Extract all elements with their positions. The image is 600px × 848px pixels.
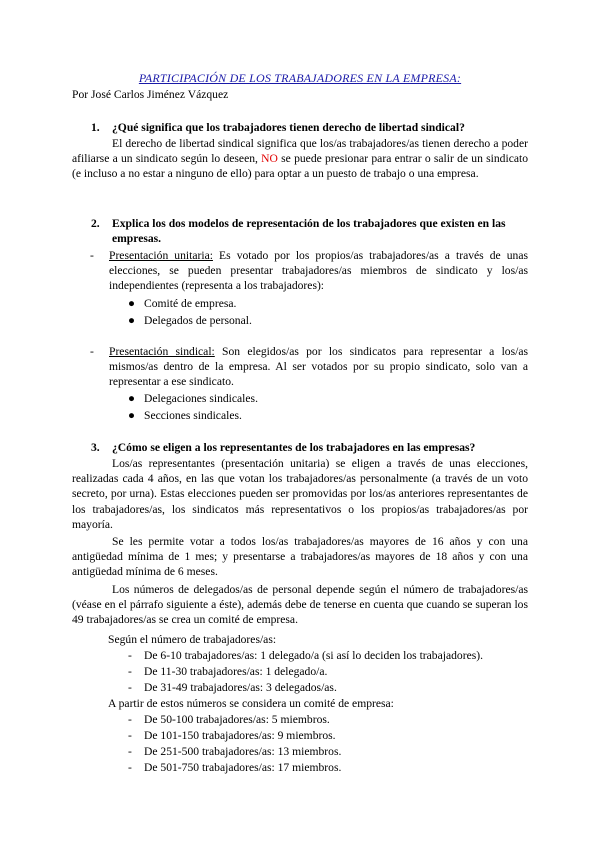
delegados-intro: Según el número de trabajadores/as: [108, 633, 277, 646]
model-label: Presentación sindical: [109, 345, 215, 358]
dash-marker: - [128, 713, 132, 726]
dash-marker: - [128, 665, 132, 678]
question-text: ¿Qué significa que los trabajadores tienen derecho de libertad sindical? [112, 121, 465, 134]
dash-marker: - [90, 345, 94, 358]
document-page: PARTICIPACIÓN DE LOS TRABAJADORES EN LA EMPRESA: Por José Carlos Jiménez Vázquez 1. ¿Qué significa que los trabajadores tienen derecho de libertad sindical? El derecho de libertad sindical significa que los/as trabajadores/as tienen derecho a poder afiliarse a un sindicato según lo deseen, NO se puede presionar para entrar o salir de un sindicato (e incluso a no estar a ninguno de ello) para optar a un puesto de trabajo o una empresa. 2. Explica los dos modelos de representación de los trabajadores que existen en las empresas. - Presentación unitaria: Es votado por los propios/as trabajadores/as a través de unas elecciones, se pueden presentar trabajadores/as miembros de sindicato y los/as independientes (representa a los trabajadores): ● Comité de empresa. ● Delegados de personal. - Presentación sindical: Son elegidos/as por los sindicatos para representar a los/as mismos/as dentro de la empresa. Al ser votados por su propio sindicato, solo van a representar a ese sindicato. ● Delegaciones sindicales. ● Secciones sindicales. 3. ¿Cómo se eligen a los representantes de los trabajadores en las empresas? Los/as representantes (presentación unitaria) se eligen a través de unas elecciones, realizadas cada 4 años, en las que votan los trabajadores/as personalmente (a través de un voto secreto, por urna). Estas elecciones pueden ser promovidas por los/as anteriores representantes de los trabajadores/as, los sindicatos más representativos o los propios/as trabajadores/as por mayoría. Se les permite votar a todos los/as trabajadores/as mayores de 16 años y con una antigüedad mínima de 1 mes; y presentarse a trabajadores/as mayores de 18 años y con una antigüedad mínima de 6 meses. Los números de delegados/as de personal depende según el número de trabajadores/as (véase en el párrafo siguiente a éste), además debe de tenerse en cuenta que cuando se superan los 49 trabajadores/as se crea un comité de empresa. Según el número de trabajadores/as: - De 6-10 trabajadores/as: 1 delegado/a (si así lo deciden los trabajadores). - De 11-30 trabajadores/as: 1 delegado/a. - De 31-49 trabajadores/as: 3 delegados/as. A partir de estos números se considera un comité de empresa: - De 50-100 trabajadores/as: 5 miembros. - De 101-150 trabajadores/as: 9 miembros. - De 251-500 trabajadores/as: 13 miembros. - De 501-750 trabajadores/as: 17 miembros. [0, 0, 600, 848]
bullet-marker: ● [128, 392, 136, 405]
model-unitaria [72, 248, 528, 294]
model-label: Presentación unitaria: [109, 249, 213, 262]
emphasis-no: NO [261, 152, 278, 166]
dash-marker: - [128, 745, 132, 758]
dash-marker: - [128, 681, 132, 694]
author-line: Por José Carlos Jiménez Vázquez [72, 88, 229, 101]
question-number: 3. [91, 441, 100, 454]
document-title: PARTICIPACIÓN DE LOS TRABAJADORES EN LA EMPRESA: [138, 71, 462, 85]
dash-marker: - [128, 761, 132, 774]
question-number: 1. [91, 121, 100, 134]
dash-marker: - [128, 649, 132, 662]
bullet-marker: ● [128, 314, 136, 327]
question-number: 2. [91, 217, 100, 230]
answer-3-paragraph-1: Los/as representantes (presentación unitaria) se eligen a través de unas elecciones, realizadas cada 4 años, en las que votan los trabajadores/as personalmente (a través de un voto secreto, por urna). Estas elecciones pueden ser promovidas por los/as anteriores representantes de los trabajadores/as, los sindicatos más representativos o los propios/as trabajadores/as por mayoría. [72, 457, 528, 531]
question-text: ¿Cómo se eligen a los representantes de los trabajadores en las empresas? [112, 441, 476, 454]
answer-3-paragraph-3: Los números de delegados/as de personal depende según el número de trabajadores/as (véase en el párrafo siguiente a éste), además debe de tenerse en cuenta que cuando se superan los 49 trabajadores/as se crea un comité de empresa. [72, 583, 528, 627]
bullet-marker: ● [128, 297, 136, 310]
comite-intro: A partir de estos números se considera un comité de empresa: [108, 697, 394, 710]
question-2 [72, 216, 530, 246]
answer-1: El derecho de libertad sindical significa que los/as trabajadores/as tienen derecho a poder afiliarse a un sindicato según lo deseen, NO se puede presionar para entrar o salir de un sindicato (e incluso a no estar a ninguno de ello) para optar a un puesto de trabajo o una empresa. [72, 137, 528, 181]
model-description: Es votado por los propios/as trabajadores/as a través de unas elecciones, se pueden presentar trabajadores/as miembros de sindicato y los/as independientes (representa a los trabajadores): [109, 249, 528, 293]
question-3 [72, 440, 530, 455]
model-description: Son elegidos/as por los sindicatos para representar a los/as mismos/as dentro de la empresa. Al ser votados por su propio sindicato, solo van a representar a ese sindicato. [109, 345, 528, 389]
answer-3-paragraph-2: Se les permite votar a todos los/as trabajadores/as mayores de 16 años y con una antigüedad mínima de 1 mes; y presentarse a trabajadores/as mayores de 18 años y con una antigüedad mínima de 6 meses. [72, 535, 528, 579]
question-1 [72, 120, 530, 135]
model-sindical [72, 344, 528, 390]
bullet-marker: ● [128, 409, 136, 422]
dash-marker: - [128, 729, 132, 742]
question-text: Explica los dos modelos de representación de los trabajadores que existen en las empresas. [112, 217, 506, 246]
dash-marker: - [90, 249, 94, 262]
